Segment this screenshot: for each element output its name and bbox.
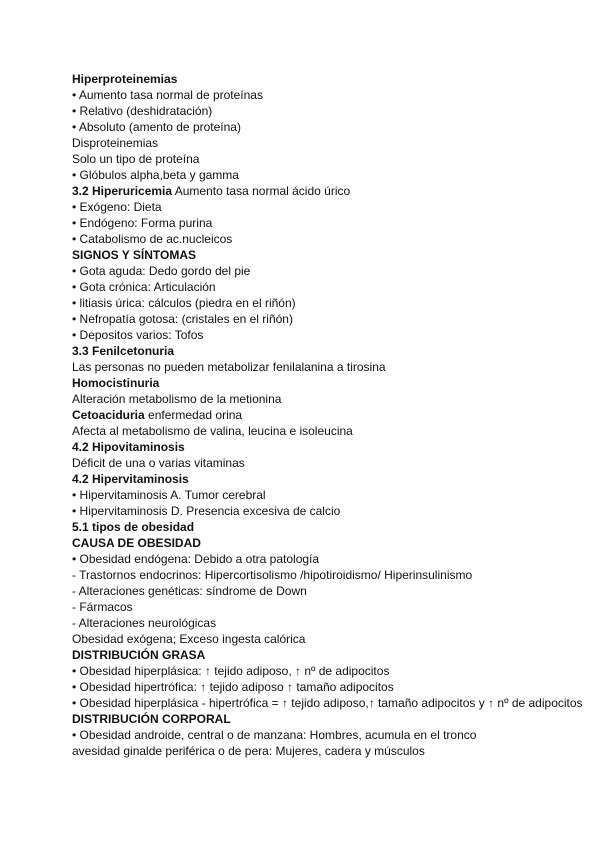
heading: CAUSA DE OBESIDAD <box>72 536 201 550</box>
bullet-item: • Endógeno: Forma purina <box>72 216 213 230</box>
text-line: Las personas no pueden metabolizar fenilalanina a tirosina <box>72 360 386 374</box>
heading-text: Aumento tasa normal ácido úrico <box>172 184 351 198</box>
bullet-item: • Catabolismo de ac.nucleicos <box>72 232 233 246</box>
bullet-item: • litiasis úrica: cálculos (piedra en el riñón) <box>72 296 296 310</box>
bullet-item: • Obesidad endógena: Debido a otra patología <box>72 552 320 566</box>
bullet-item: • Hipervitaminosis A. Tumor cerebral <box>72 488 266 502</box>
heading: 3.2 Hiperuricemia <box>72 184 173 198</box>
bullet-item: • Exógeno: Dieta <box>72 200 162 214</box>
heading: DISTRIBUCIÓN CORPORAL <box>72 712 231 726</box>
text-line: avesidad ginalde periférica o de pera: Mujeres, cadera y músculos <box>72 744 425 758</box>
bullet-item: • Glóbulos alpha,beta y gamma <box>72 168 239 182</box>
heading: Hiperproteinemias <box>72 72 178 86</box>
bullet-item: • Obesidad hiperplásica - hipertrófica = ↑ tejido adiposo,↑ tamaño adipocitos y ↑ nº de adipocitos <box>72 696 583 710</box>
heading: SIGNOS Y SÍNTOMAS <box>72 248 197 262</box>
bullet-item: • Aumento tasa normal de proteínas <box>72 88 263 102</box>
heading-text: enfermedad orina <box>144 408 243 422</box>
bullet-item: • Obesidad androide, central o de manzana: Hombres, acumula en el tronco <box>72 728 477 742</box>
dash-item: - Alteraciones neurológicas <box>72 616 217 630</box>
text-line: Obesidad exógena; Exceso ingesta calórica <box>72 632 306 646</box>
heading: Homocistinuria <box>72 376 160 390</box>
bullet-item: • Hipervitaminosis D. Presencia excesiva de calcio <box>72 504 341 518</box>
heading: 5.1 tipos de obesidad <box>72 520 195 534</box>
document-body <box>72 71 592 759</box>
dash-item: - Fármacos <box>72 600 133 614</box>
heading-with-text <box>72 407 592 423</box>
bullet-item: • Depositos varios: Tofos <box>72 328 204 342</box>
dash-item: - Alteraciones genéticas: síndrome de Down <box>72 584 307 598</box>
heading: 4.2 Hipovitaminosis <box>72 440 185 454</box>
bullet-item: • Absoluto (amento de proteína) <box>72 120 241 134</box>
bullet-item: • Gota crónica: Articulación <box>72 280 216 294</box>
text-line: Afecta al metabolismo de valina, leucina e isoleucina <box>72 424 353 438</box>
bullet-item: • Nefropatía gotosa: (cristales en el riñón) <box>72 312 293 326</box>
bullet-item: • Obesidad hiperplásica: ↑ tejido adiposo, ↑ nº de adipocitos <box>72 664 390 678</box>
heading-with-text <box>72 183 592 199</box>
heading: 4.2 Hipervitaminosis <box>72 472 189 486</box>
bullet-item: • Relativo (deshidratación) <box>72 104 213 118</box>
dash-item: - Trastornos endocrinos: Hipercortisolismo /hipotiroidismo/ Hiperinsulinismo <box>72 568 473 582</box>
text-line: Solo un tipo de proteína <box>72 152 200 166</box>
text-line: Déficit de una o varias vitaminas <box>72 456 245 470</box>
text-line: Disproteinemias <box>72 136 159 150</box>
bullet-item: • Obesidad hipertrófica: ↑ tejido adiposo ↑ tamaño adipocitos <box>72 680 394 694</box>
text-line: Alteración metabolismo de la metionina <box>72 392 282 406</box>
heading: DISTRIBUCIÓN GRASA <box>72 648 206 662</box>
bullet-item: • Gota aguda: Dedo gordo del pie <box>72 264 251 278</box>
heading: 3.3 Fenilcetonuria <box>72 344 175 358</box>
heading: Cetoaciduria <box>72 408 145 422</box>
